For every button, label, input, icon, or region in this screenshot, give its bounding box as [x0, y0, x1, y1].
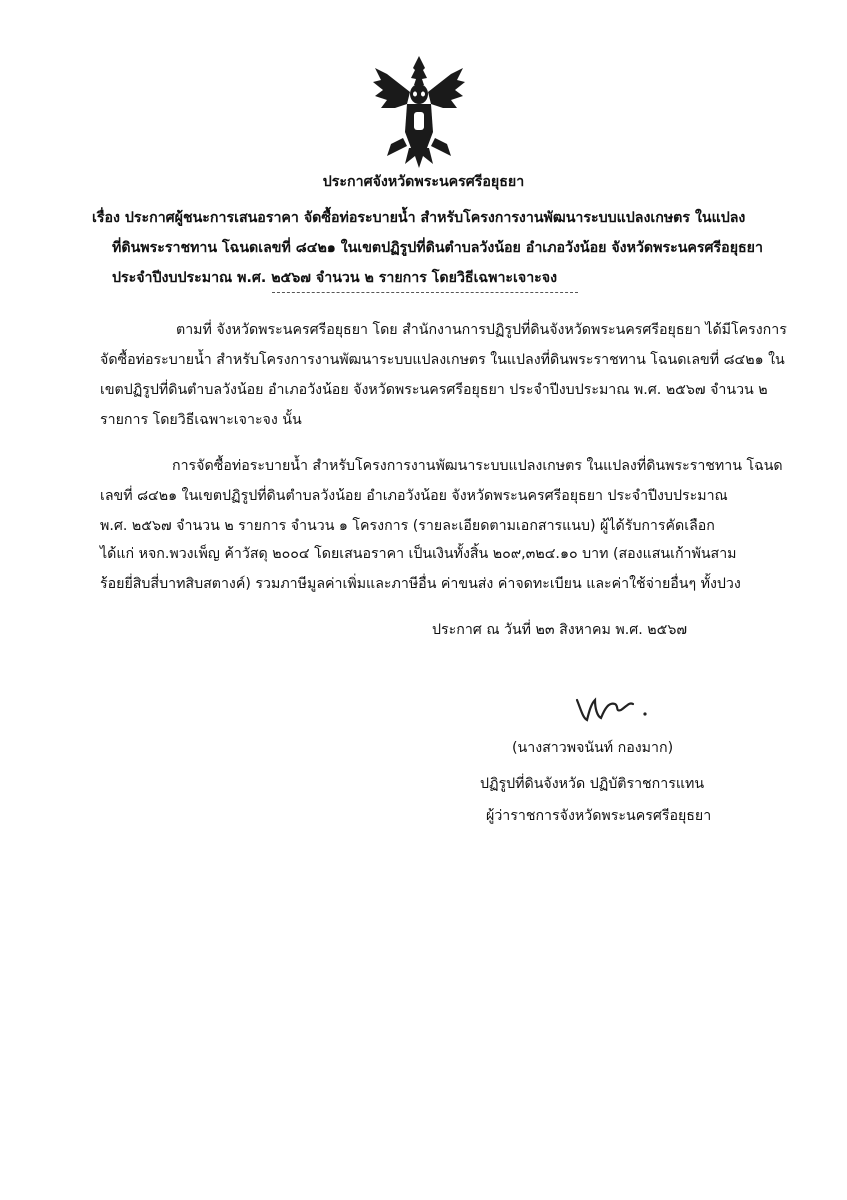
handwritten-signature-icon	[575, 690, 655, 724]
paragraph1-line-4: รายการ โดยวิธีเฉพาะเจาะจง นั้น	[100, 412, 302, 428]
announce-date: ประกาศ ณ วันที่ ๒๓ สิงหาคม พ.ศ. ๒๕๖๗	[432, 622, 687, 638]
signatory-position-2: ผู้ว่าราชการจังหวัดพระนครศรีอยุธยา	[486, 808, 712, 824]
paragraph2-line-4: ได้แก่ หจก.พวงเพ็ญ ค้าวัสดุ ๒๐๐๔ โดยเสนอราคา เป็นเงินทั้งสิ้น ๒๐๙,๓๒๔.๑๐ บาท (สองแสนเก้าพันสาม	[100, 546, 737, 562]
subject-line-1: เรื่อง ประกาศผู้ชนะการเสนอราคา จัดซื้อท่อระบายน้ำ สำหรับโครงการงานพัฒนาระบบแปลงเกษตร ในแปลง	[92, 210, 746, 226]
paragraph2-line-5: ร้อยยี่สิบสี่บาทสิบสตางค์) รวมภาษีมูลค่าเพิ่มและภาษีอื่น ค่าขนส่ง ค่าจดทะเบียน และค่าใช้จ่ายอื่นๆ ทั้งปวง	[100, 576, 741, 592]
document-title: ประกาศจังหวัดพระนครศรีอยุธยา	[322, 174, 525, 190]
paragraph2-line-3: พ.ศ. ๒๕๖๗ จำนวน ๒ รายการ จำนวน ๑ โครงการ (รายละเอียดตามเอกสารแนบ) ผู้ได้รับการคัดเลือก	[100, 518, 715, 534]
subject-line-3: ประจำปีงบประมาณ พ.ศ. ๒๕๖๗ จำนวน ๒ รายการ โดยวิธีเฉพาะเจาะจง	[112, 270, 558, 286]
paragraph2-line-1: การจัดซื้อท่อระบายน้ำ สำหรับโครงการงานพัฒนาระบบแปลงเกษตร ในแปลงที่ดินพระราชทาน โฉนด	[172, 458, 783, 474]
signatory-name: (นางสาวพจนันท์ กองมาก)	[512, 740, 674, 756]
paragraph1-line-2: จัดซื้อท่อระบายน้ำ สำหรับโครงการงานพัฒนาระบบแปลงเกษตร ในแปลงที่ดินพระราชทาน โฉนดเลขที่ ๘๔๒๑ ใน	[100, 352, 785, 368]
paragraph1-line-1: ตามที่ จังหวัดพระนครศรีอยุธยา โดย สำนักงานการปฏิรูปที่ดินจังหวัดพระนครศรีอยุธยา ได้มีโครงการ	[176, 322, 787, 338]
paragraph1-line-3: เขตปฏิรูปที่ดินตำบลวังน้อย อำเภอวังน้อย จังหวัดพระนครศรีอยุธยา ประจำปีงบประมาณ พ.ศ. ๒๕๖๗ จำนวน ๒	[100, 382, 768, 398]
paragraph2-line-2: เลขที่ ๘๔๒๑ ในเขตปฏิรูปที่ดินตำบลวังน้อย อำเภอวังน้อย จังหวัดพระนครศรีอยุธยา ประจำปีงบประมาณ	[100, 488, 728, 504]
separator-line	[272, 292, 578, 293]
signatory-position-1: ปฏิรูปที่ดินจังหวัด ปฏิบัติราชการแทน	[480, 776, 705, 792]
subject-line-2: ที่ดินพระราชทาน โฉนดเลขที่ ๘๔๒๑ ในเขตปฏิรูปที่ดินตำบลวังน้อย อำเภอวังน้อย จังหวัดพระนครศรีอยุธยา	[112, 240, 763, 256]
garuda-emblem-icon	[367, 52, 471, 172]
